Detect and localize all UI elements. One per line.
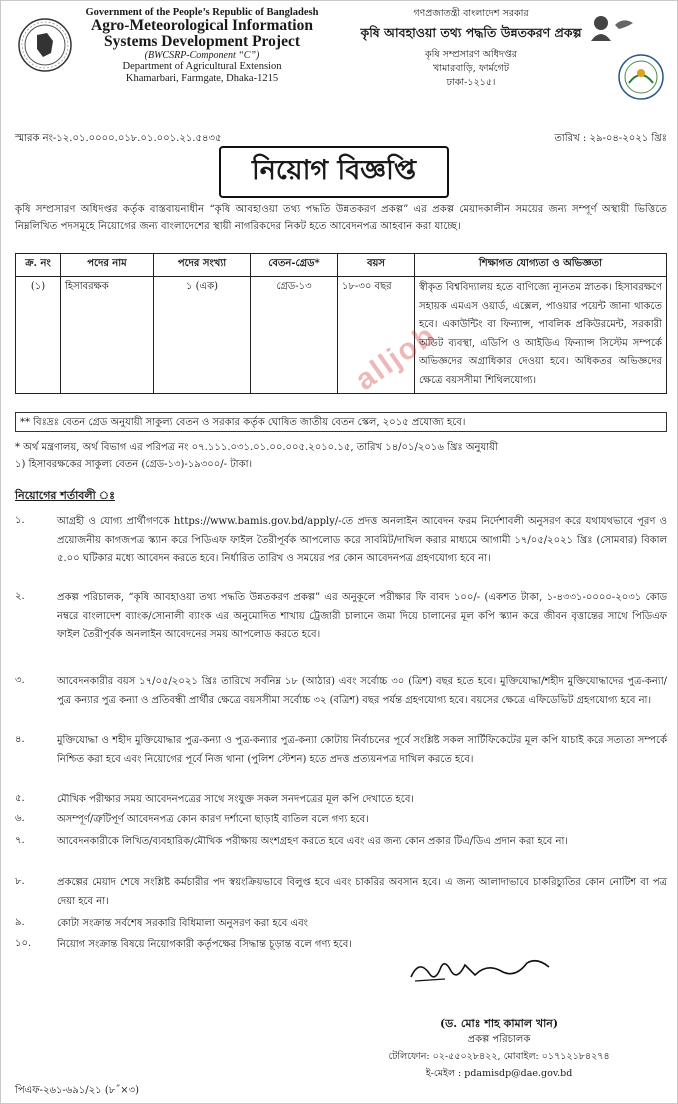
finance-line-2: ১) হিসাবরক্ষকের সাকুল্য বেতন (গ্রেড-১৩)-১৯৩০০/- টাকা।	[15, 459, 253, 470]
cell-pay-grade: গ্রেড-১৩	[251, 277, 338, 394]
table-header-row	[16, 254, 667, 277]
memo-number: স্মারক নং-১২.০১.০০০০.০১৮.০১.০০১.২১.৫৪৩৫	[15, 133, 222, 144]
english-govt-name: Government of the People’s Republic of Bangladesh	[85, 7, 319, 18]
cell-age: ১৮-৩০ বছর	[338, 277, 415, 394]
condition-text: প্রকল্প পরিচালক, “কৃষি আবহাওয়া তথ্য পদ্ধতি উন্নতকরণ প্রকল্প” এর অনুকূলে পরীক্ষার ফি বাবদ ১০০/- (একশত টাকা, ১-৪৩৩১-০০০০-২০৩১ কোড নম্বরে বাংলাদেশ ব্যাংক/সোনালী ব্যাংক এর অনুমোদিত শাখায় ট্রেজারী চালানে জমা দিয়ে চালানের মূল কপি স্ক্যান করে জীবন বৃত্তান্তের সাথে পিডিএফ ফাইল তৈরীপূর্বক অনলাইন আবেদনের সময় আপলোড করতে হবে।	[57, 592, 667, 641]
bangla-govt-name: গণপ্রজাতন্ত্রী বাংলাদেশ সরকার	[413, 8, 529, 19]
watermark: alljob	[349, 318, 443, 398]
english-address: Khamarbari, Farmgate, Dhaka-1215	[125, 73, 279, 84]
condition-text: আবেদনকারীর বয়স ১৭/০৫/২০২১ খ্রিঃ তারিখে সর্বনিম্ন ১৮ (আঠার) এবং সর্বোচ্চ ৩০ (ত্রিশ) বছর হতে হবে। মুক্তিযোদ্ধা/শহীদ মুক্তিযোদ্ধাদের পুত্র-কন্যা/পুত্র কন্যার পুত্র কন্যা ও প্রতিবন্ধী প্রার্থীর ক্ষেত্রে বয়সসীমা সর্বোচ্চ ৩২ (বত্রিশ) বছর পর্যন্ত গ্রহণযোগ্য হবে। বয়সের ক্ষেত্রে এফিডেভিট গ্রহণযোগ্য হবে না।	[57, 676, 667, 706]
posts-table	[15, 253, 667, 394]
condition-number: ৩.	[15, 675, 25, 686]
letterhead	[9, 7, 671, 127]
english-letterhead	[75, 7, 329, 85]
condition-text: অসম্পূর্ণ/ত্রুটিপূর্ণ আবেদনপত্র কোন কারণ দর্শানো ছাড়াই বাতিল বলে গণ্য হবে।	[57, 814, 369, 825]
bangla-letterhead	[329, 7, 613, 90]
condition-number: ৪.	[15, 734, 25, 745]
bangladesh-govt-emblem-icon	[17, 17, 73, 73]
portrait-logo-icon	[589, 11, 639, 41]
notice-title: নিয়োগ বিজ্ঞপ্তি	[251, 154, 417, 186]
signature-image	[405, 953, 555, 989]
condition-number: ৫.	[15, 793, 25, 804]
condition-number: ৮.	[15, 876, 25, 887]
cell-serial: (১)	[16, 277, 61, 394]
condition-number: ১.	[15, 515, 25, 526]
condition-text: প্রকল্পের মেয়াদ শেষে সংশ্লিষ্ট কর্মচারীর পদ স্বয়ংক্রিয়ভাবে বিলুপ্ত হবে এবং চাকরির অবসান হবে। এ জন্য আলাদাভাবে চাকরিচ্যুতির কোন নোটিশ বা পত্র দেয়া হবে না।	[57, 877, 667, 907]
condition-number: ৬.	[15, 813, 25, 824]
col-pay-grade: বেতন-গ্রেড*	[251, 254, 338, 277]
project-logo-icon	[617, 53, 665, 101]
col-age: বয়স	[338, 254, 415, 277]
condition-number: ৭.	[15, 835, 25, 846]
condition-text: আবেদনকারীকে লিখিত/ব্যবহারিক/মৌখিক পরীক্ষায় অংশগ্রহণ করতে হবে এবং এর জন্য কোন প্রকার টিএ/ডিএ প্রদান করা হবে না।	[57, 836, 568, 847]
cell-post-count: ১ (এক)	[154, 277, 251, 394]
english-project-name-line2: Systems Development Project	[104, 33, 300, 50]
english-component: (BWCSRP-Component “C”)	[144, 50, 260, 61]
english-department: Department of Agricultural Extension	[122, 61, 282, 72]
condition-number: ২.	[15, 591, 25, 602]
condition-number: ৯.	[15, 917, 25, 928]
finance-circular	[15, 439, 667, 473]
cell-post-name: হিসাবরক্ষক	[61, 277, 154, 394]
bangla-address-line1: খামারবাড়ি, ফার্মগেট	[432, 63, 510, 74]
memo-date: তারিখ : ২৯-০৪-২০২১ খ্রিঃ	[554, 133, 667, 144]
finance-line-1: * অর্থ মন্ত্রণালয়, অর্থ বিভাগ এর পরিপত্র নং ০৭.১১১.০৩১.০১.০০.০০৫.২০১০.১৫, তারিখ ১৪/০১/২০১৬ খ্রিঃ অনুযায়ী	[15, 442, 498, 453]
condition-text: নিয়োগ সংক্রান্ত বিষয়ে নিয়োগকারী কর্তৃপক্ষের সিদ্ধান্ত চূড়ান্ত বলে গণ্য হবে।	[57, 939, 352, 950]
signatory-designation: প্রকল্প পরিচালক	[467, 1034, 531, 1045]
condition-number: ১০.	[15, 938, 32, 949]
col-qualification: শিক্ষাগত যোগ্যতা ও অভিজ্ঞতা	[415, 254, 667, 277]
condition-text: আগ্রহী ও যোগ্য প্রার্থীগণকে https://www.bamis.gov.bd/apply/-তে প্রদত্ত অনলাইন আবেদন ফরম নির্দেশাবলী অনুসরণ করে যথাযথভাবে পূরণ ও প্রয়োজনীয় কাগজপত্র স্ক্যান করে পিডিএফ ফাইল তৈরীপূর্বক আপলোড করে সাবমিট/দাখিল করার মাধ্যমে আগামী ১৭/০৫/২০২১ খ্রিঃ (সোমবার) বিকাল ৫.০০ ঘটিকার মধ্যে আবেদন করতে হবে। নির্ধারিত তারিখ ও সময়ের পর কোন আবেদনপত্র গ্রহণযোগ্য হবে না।	[57, 516, 667, 565]
bangla-department: কৃষি সম্প্রসারণ অধিদপ্তর	[425, 49, 517, 60]
col-serial: ক্র. নং	[16, 254, 61, 277]
table-row	[16, 277, 667, 394]
notice-title-box	[219, 146, 449, 198]
condition-text: কোটা সংক্রান্ত সর্বশেষ সরকারি বিধিমালা অনুসরণ করা হবে এবং	[57, 918, 308, 929]
condition-text: মৌখিক পরীক্ষার সময় আবেদনপত্রের সাথে সংযুক্ত সকল সনদপত্রের মূল কপি দেখাতে হবে।	[57, 794, 414, 805]
condition-text: মুক্তিযোদ্ধা ও শহীদ মুক্তিযোদ্ধার পুত্র-কন্যা ও পুত্র-কন্যার পুত্র-কন্যা কোটায় নির্বাচনের পূর্বে সংশ্লিষ্ট সকল সার্টিফিকেটের মূল কপি যাচাই করে সত্যতা সম্পর্কে নিশ্চিত করা হবে এবং নিয়োগের পূর্বে নিজ থানা (পুলিশ স্টেশন) হতে প্রদত্ত প্রত্যয়নপত্র দাখিল করতে হবে।	[57, 735, 667, 765]
conditions-heading: নিয়োগের শর্তাবলী ঃ	[15, 489, 115, 502]
signatory-telephone: টেলিফোন: ০২-৫৫০২৮৪২২, মোবাইল: ০১৭১২১৮৪২৭৪	[388, 1051, 610, 1062]
col-post-count: পদের সংখ্যা	[154, 254, 251, 277]
col-post-name: পদের নাম	[61, 254, 154, 277]
salary-note: ** বিঃদ্রঃ বেতন গ্রেড অনুযায়ী সাকুল্য বেতন ও সরকার কর্তৃক ঘোষিত জাতীয় বেতন স্কেল, ২০১৫ প্রযোজ্য হবে।	[15, 412, 667, 432]
signatory-name: (ড. মোঃ শাহ কামাল খান)	[439, 1017, 559, 1030]
intro-paragraph: কৃষি সম্প্রসারণ অধিদপ্তর কর্তৃক বাস্তবায়নাধীন “কৃষি আবহাওয়া তথ্য পদ্ধতি উন্নতকরণ প্রকল্প” এর প্রকল্প মেয়াদকালীন সময়ের জন্য সম্পূর্ণ অস্থায়ী ভিত্তিতে নিম্নলিখিত পদসমূহে নিয়োগের জন্য বাংলাদেশের স্থায়ী নাগরিকদের নিকট হতে আবেদনপত্র আহবান করা যাচ্ছে।	[15, 204, 667, 232]
cell-qualification: স্বীকৃত বিশ্ববিদ্যালয় হতে বাণিজ্যে ন্যূনতম স্নাতক। হিসাবরক্ষণে সহায়ক এমএস ওয়ার্ড, এক্সেল, পাওয়ার পয়েন্ট জানা থাকতে হবে। একাউন্টিং বা ফিন্যান্স, পাবলিক প্রকিউরমেন্ট, সরকারী অডিট ব্যবস্থা, এডিপি ও আইডিএ ফিন্যান্স সিস্টেম সম্পর্কে অভিজ্ঞদের অগ্রাধিকার দেওয়া হবে। অধিকতর অভিজ্ঞদের ক্ষেত্রে বয়সসীমা শিথিলযোগ্য।	[415, 277, 667, 394]
publication-code: পিএফ-২৬১-৬৯১/২১ (৮˝×৩)	[15, 1085, 140, 1096]
bangla-address-line2: ঢাকা-১২১৫।	[446, 77, 496, 88]
bangla-project-name: কৃষি আবহাওয়া তথ্য পদ্ধতি উন্নতকরণ প্রকল্প	[360, 25, 582, 40]
english-project-name-line1: Agro-Meteorological Information	[91, 17, 313, 34]
signatory-email[interactable]: ই-মেইল : pdamisdp@dae.gov.bd	[425, 1068, 573, 1079]
